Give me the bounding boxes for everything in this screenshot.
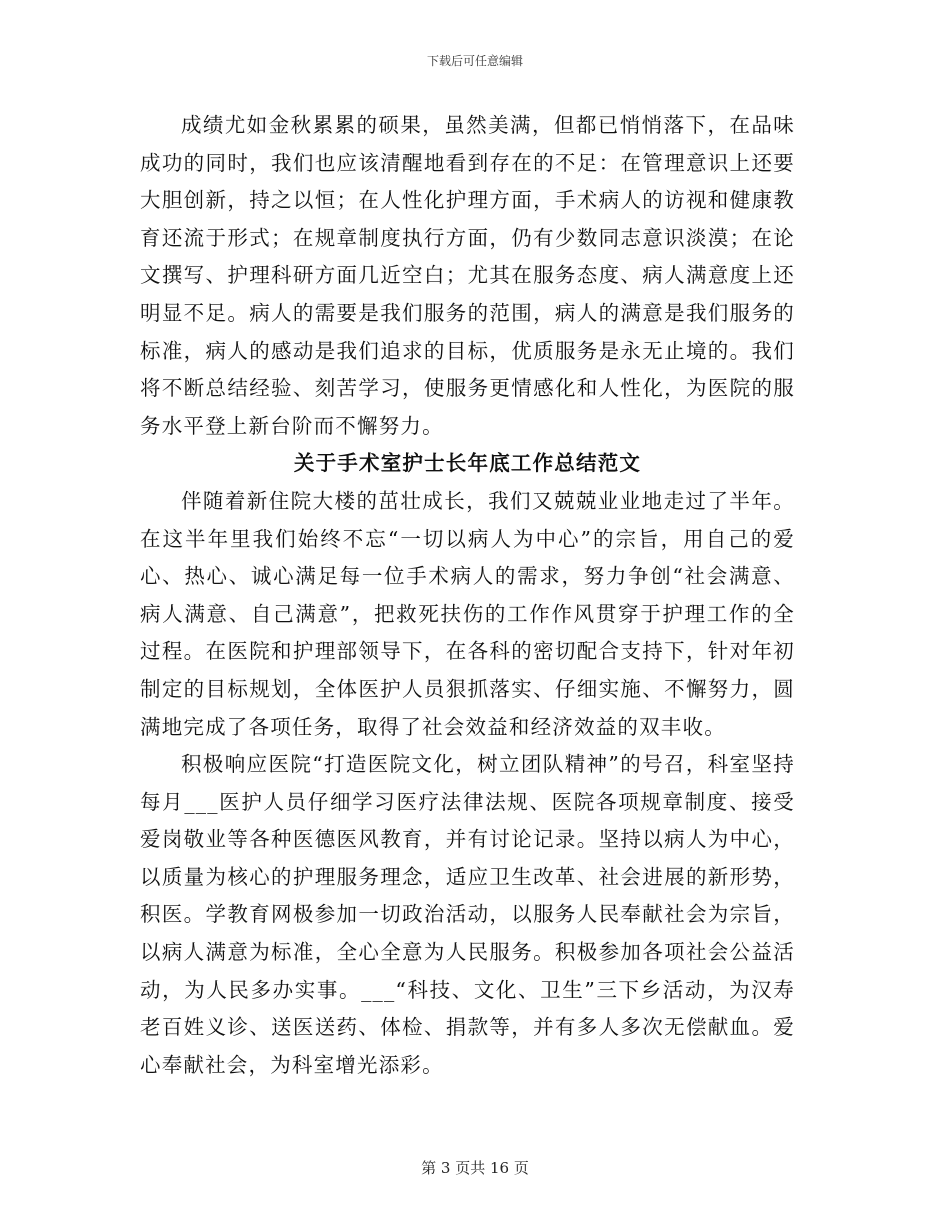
- header-note: 下载后可任意编辑: [426, 54, 523, 68]
- document-title: 关于手术室护士长年底工作总结范文: [293, 451, 642, 476]
- paragraph-2: 伴随着新住院大楼的茁壮成长，我们又兢兢业业地走过了半年。在这半年里我们始终不忘“一切以病人为中心”的宗旨，用自己的爱心、热心、诚心满足每一位手术病人的需求，努力争创“社会满意、病人满意、自己满意”，把救死扶伤的工作作风贯穿于护理工作的全过程。在医院和护理部领导下，在各科的密切配合支持下，针对年初制定的目标规划，全体医护人员狠抓落实、仔细实施、不懈努力，圆满地完成了各项任务，取得了社会效益和经济效益的双丰收。: [140, 488, 795, 739]
- document-body: [140, 107, 795, 1084]
- paragraph-1: 成绩尤如金秋累累的硕果，虽然美满，但都已悄悄落下，在品味成功的同时，我们也应该清醒地看到存在的不足：在管理意识上还要大胆创新，持之以恒；在人性化护理方面，手术病人的访视和健康教育还流于形式；在规章制度执行方面，仍有少数同志意识淡漠；在论文撰写、护理科研方面几近空白；尤其在服务态度、病人满意度上还明显不足。病人的需要是我们服务的范围，病人的满意是我们服务的标准，病人的感动是我们追求的目标，优质服务是永无止境的。我们将不断总结经验、刻苦学习，使服务更情感化和人性化，为医院的服务水平登上新台阶而不懈努力。: [140, 113, 795, 438]
- paragraph-3: 积极响应医院“打造医院文化，树立团队精神”的号召，科室坚持每月___医护人员仔细学习医疗法律法规、医院各项规章制度、接受爱岗敬业等各种医德医风教育，并有讨论记录。坚持以病人为中心，以质量为核心的护理服务理念，适应卫生改革、社会进展的新形势，积医。学教育网极参加一切政治活动，以服务人民奉献社会为宗旨，以病人满意为标准，全心全意为人民服务。积极参加各项社会公益活动，为人民多办实事。___“科技、文化、卫生”三下乡活动，为汉寿老百姓义诊、送医送药、体检、捐款等，并有多人多次无偿献血。爱心奉献社会，为科室增光添彩。: [140, 752, 795, 1077]
- page-number: 第 3 页共 16 页: [421, 1159, 529, 1177]
